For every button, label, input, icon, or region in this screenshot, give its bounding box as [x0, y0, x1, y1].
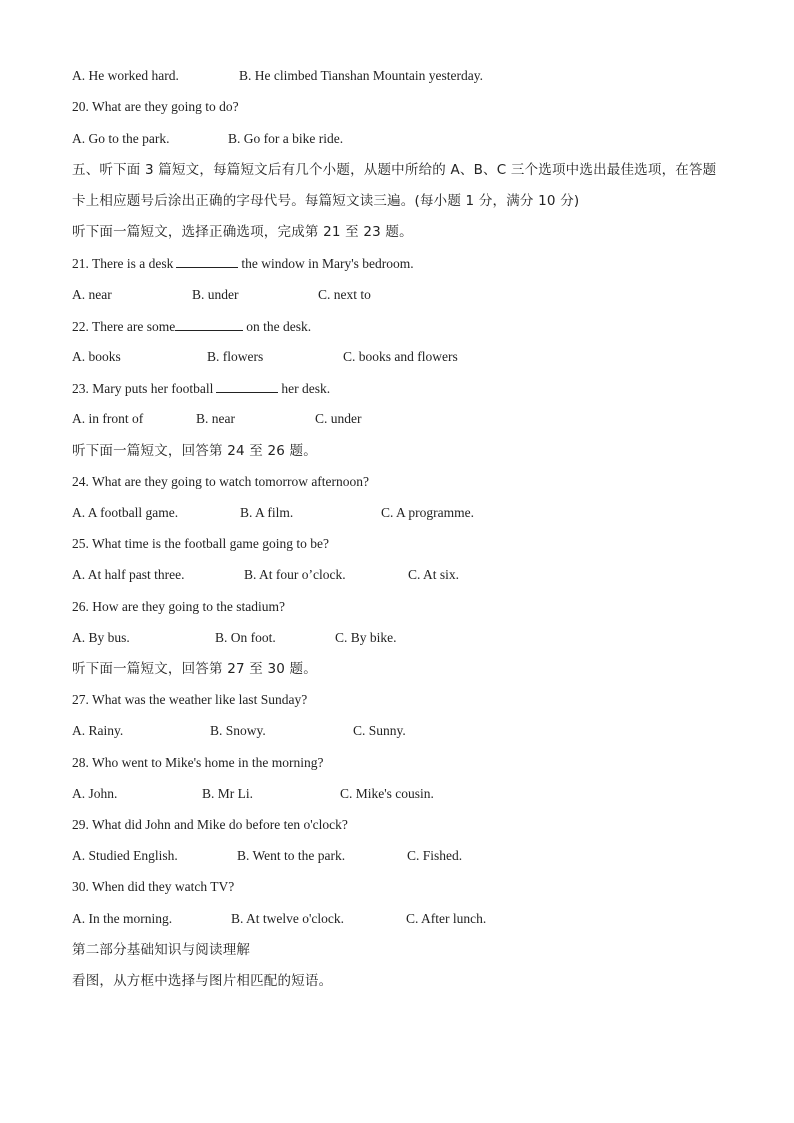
option-c: C. Fished.	[407, 848, 463, 863]
option-b: B. A film.	[240, 505, 294, 520]
option-a: A. in front of	[72, 411, 144, 426]
option-a: A. near	[72, 287, 112, 302]
option-b: B. He climbed Tianshan Mountain yesterday.	[239, 68, 483, 83]
option-b: B. At twelve o'clock.	[231, 911, 345, 926]
options-row	[72, 503, 474, 523]
instruction-27-30: 听下面一篇短文，回答第 27 至 30 题。	[72, 661, 317, 677]
options-row	[72, 565, 459, 585]
question-29: 29. What did John and Mike do before ten o'clock?	[72, 817, 348, 832]
options-row	[72, 628, 397, 648]
question-23	[72, 378, 330, 398]
question-text-before: 22. There are some	[72, 319, 176, 334]
option-b: B. At four o’clock.	[244, 567, 346, 582]
option-c: C. Sunny.	[353, 723, 406, 738]
question-25: 25. What time is the football game going to be?	[72, 536, 329, 551]
question-20: 20. What are they going to do?	[72, 99, 239, 114]
options-row	[72, 909, 486, 929]
option-a: A. A football game.	[72, 505, 179, 520]
option-b: B. On foot.	[215, 630, 276, 645]
option-a: A. Rainy.	[72, 723, 124, 738]
question-24: 24. What are they going to watch tomorrow afternoon?	[72, 474, 370, 489]
option-c: C. next to	[318, 287, 371, 302]
option-a: A. Studied English.	[72, 848, 178, 863]
question-text-after: the window in Mary's bedroom.	[241, 256, 414, 271]
options-row	[72, 784, 434, 804]
question-21	[72, 253, 414, 273]
instruction-21-23: 听下面一篇短文，选择正确选项，完成第 21 至 23 题。	[72, 224, 413, 240]
option-c: C. Mike's cousin.	[340, 786, 434, 801]
instruction-24-26: 听下面一篇短文，回答第 24 至 26 题。	[72, 443, 317, 459]
question-text-after: her desk.	[281, 381, 331, 396]
option-b: B. flowers	[207, 349, 264, 364]
part-two-heading: 第二部分基础知识与阅读理解	[72, 942, 251, 958]
question-text-before: 21. There is a desk	[72, 256, 174, 271]
options-row	[72, 721, 406, 741]
option-a: A. books	[72, 349, 121, 364]
section-heading-5: 五、听下面 3 篇短文，每篇短文后有几个小题，从题中所给的 A、B、C 三个选项中选出最佳选项，在答题卡上相应题号后涂出正确的字母代号。每篇短文读三遍。(每小题 1 分，满分 10 分)	[72, 162, 717, 209]
question-26: 26. How are they going to the stadium?	[72, 599, 285, 614]
option-a: A. He worked hard.	[72, 68, 179, 83]
options-row	[72, 846, 462, 866]
options-row	[72, 66, 483, 86]
question-text-before: 23. Mary puts her football	[72, 381, 214, 396]
option-c: C. books and flowers	[343, 349, 458, 364]
options-row	[72, 347, 458, 367]
question-22	[72, 316, 311, 336]
answer-blank	[176, 253, 238, 268]
option-a: A. John.	[72, 786, 118, 801]
option-c: C. A programme.	[381, 505, 474, 520]
option-a: A. By bus.	[72, 630, 130, 645]
options-row	[72, 285, 371, 305]
options-row	[72, 409, 362, 429]
option-a: A. In the morning.	[72, 911, 173, 926]
option-b: B. near	[196, 411, 235, 426]
option-b: B. Mr Li.	[202, 786, 254, 801]
question-27: 27. What was the weather like last Sunday?	[72, 692, 308, 707]
question-text-after: on the desk.	[246, 319, 312, 334]
options-row	[72, 129, 343, 149]
option-c: C. By bike.	[335, 630, 397, 645]
option-b: B. under	[192, 287, 239, 302]
option-c: C. After lunch.	[406, 911, 487, 926]
option-c: C. under	[315, 411, 362, 426]
option-a: A. At half past three.	[72, 567, 185, 582]
option-b: B. Went to the park.	[237, 848, 346, 863]
option-b: B. Snowy.	[210, 723, 266, 738]
instruction-picture-match: 看图，从方框中选择与图片相匹配的短语。	[72, 973, 333, 989]
answer-blank	[175, 316, 243, 331]
option-a: A. Go to the park.	[72, 131, 170, 146]
question-28: 28. Who went to Mike's home in the morning?	[72, 755, 324, 770]
option-c: C. At six.	[408, 567, 460, 582]
question-30: 30. When did they watch TV?	[72, 879, 235, 894]
answer-blank	[216, 378, 278, 393]
option-b: B. Go for a bike ride.	[228, 131, 344, 146]
